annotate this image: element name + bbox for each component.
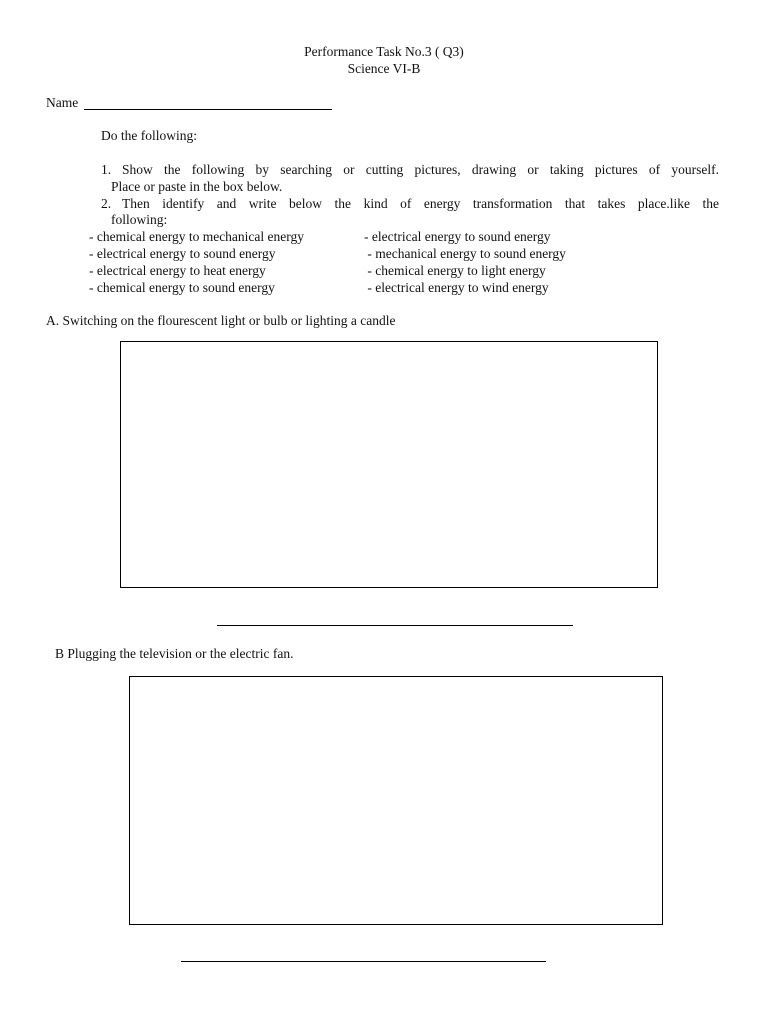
transformation-item: - electrical energy to heat energy xyxy=(89,263,266,278)
name-field-line[interactable] xyxy=(84,109,332,110)
instruction-2-text-cont: following: xyxy=(111,212,168,227)
instruction-1-text: Show the following by searching or cutting pictures, drawing or taking pictures of yourself. xyxy=(122,162,719,177)
transformation-item: - electrical energy to wind energy xyxy=(364,280,549,295)
transformation-item: - mechanical energy to sound energy xyxy=(364,246,566,261)
instruction-2-number: 2. xyxy=(101,196,112,211)
section-b-label: B Plugging the television or the electric fan. xyxy=(55,646,294,661)
intro-text: Do the following: xyxy=(101,128,197,143)
instruction-2-text: Then identify and write below the kind of energy transformation that takes place.like the xyxy=(122,196,719,211)
transformation-item: - electrical energy to sound energy xyxy=(364,229,551,244)
transformation-item: - chemical energy to light energy xyxy=(364,263,546,278)
transformation-item: - chemical energy to mechanical energy xyxy=(89,229,305,244)
section-b-picture-box[interactable] xyxy=(129,676,663,925)
page-subtitle: Science VI-B xyxy=(347,61,421,76)
section-a-picture-box[interactable] xyxy=(120,341,658,588)
section-a-answer-line[interactable] xyxy=(217,625,573,626)
name-label: Name xyxy=(46,95,79,110)
instruction-1-number: 1. xyxy=(101,162,112,177)
transformation-item: - electrical energy to sound energy xyxy=(89,246,276,261)
page-title: Performance Task No.3 ( Q3) xyxy=(304,44,464,59)
section-b-answer-line[interactable] xyxy=(181,961,546,962)
section-a-label: A. Switching on the flourescent light or bulb or lighting a candle xyxy=(46,313,396,328)
transformation-item: - chemical energy to sound energy xyxy=(89,280,275,295)
instruction-1-text-cont: Place or paste in the box below. xyxy=(111,179,283,194)
